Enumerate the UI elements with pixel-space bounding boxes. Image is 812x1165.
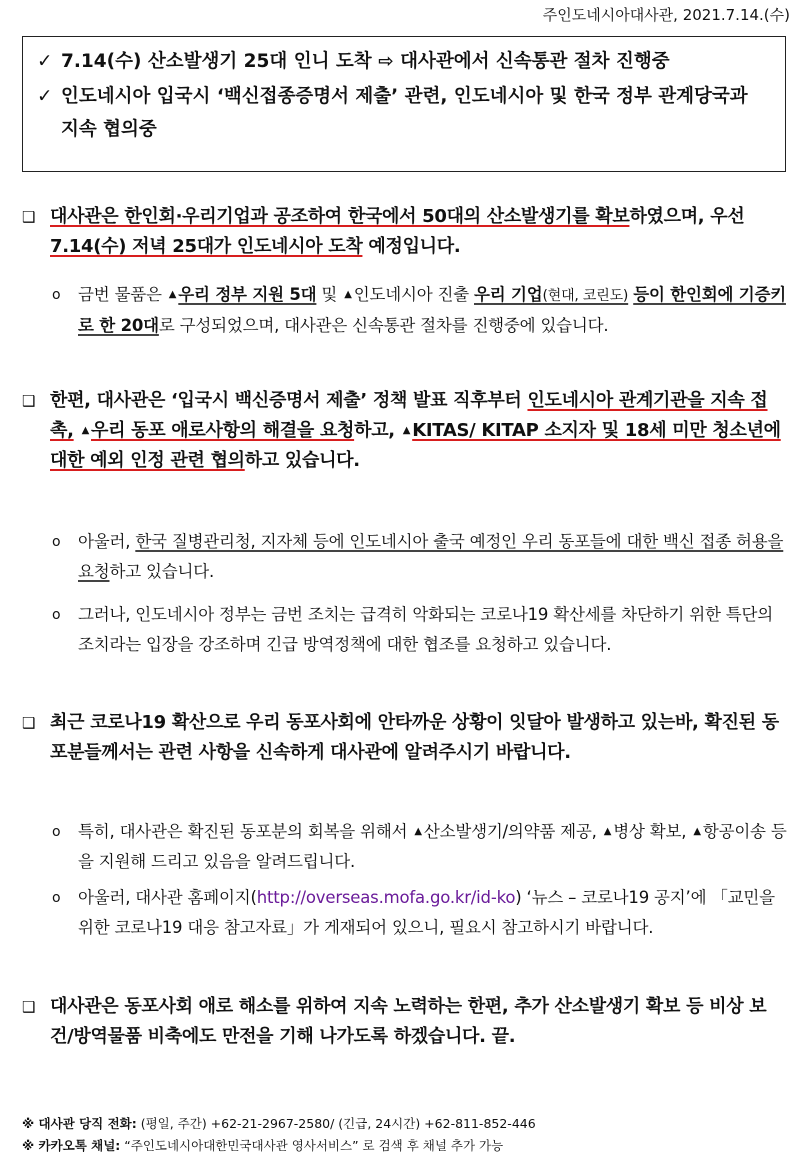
document-date: 주인도네시아대사관, 2021.7.14.(수) <box>542 6 790 24</box>
summary-text: 7.14(수) 산소발생기 25대 인니 도착 <box>61 51 372 72</box>
summary-box <box>22 36 786 172</box>
footer-label: ※ 대사관 당직 전화: <box>22 1116 137 1131</box>
summary-line-1 <box>37 45 771 78</box>
section-3-sub-2 <box>52 883 788 943</box>
footer-text: (평일, 주간) +62-21-2967-2580/ (긴급, 24시간) +62-811-852-446 <box>136 1116 536 1131</box>
section-1 <box>22 202 788 262</box>
square-bullet-icon: ❑ <box>22 208 36 226</box>
body-text: 항공이송 등을 지원해 드리고 있음을 알려드립니다. <box>78 822 787 871</box>
section-4 <box>22 992 788 1052</box>
highlight-text: 우리 동포 애로사항의 해결을 요청 <box>91 420 355 441</box>
circle-bullet-icon: ο <box>52 287 61 303</box>
highlight-text: 인도네시아 관계기관을 지속 접촉, <box>50 390 768 441</box>
body-text: 하고 있습니다. <box>244 450 360 471</box>
body-text: 금번 물품은 <box>78 285 167 304</box>
highlight-text: 한국 질병관리청, 지자체 등에 인도네시아 출국 예정인 우리 동포들에 대한 백신 접종 허용을 요청 <box>78 532 784 581</box>
summary-text: 인도네시아 입국시 ‘백신접종증명서 제출’ 관련, 인도네시아 및 한국 정부 관계당국과 지속 협의중 <box>61 86 748 140</box>
highlight-text: 등이 한인회에 기증키로 한 20대 <box>78 285 786 335</box>
body-text: 및 <box>316 285 343 304</box>
arrow-right-icon: ⇨ <box>378 51 394 72</box>
body-text: 하고, <box>354 420 401 441</box>
footer-text: “주인도네시아대한민국대사관 영사서비스” 로 검색 후 채널 추가 가능 <box>120 1138 504 1153</box>
footer-kakao-channel <box>22 1136 503 1154</box>
check-icon: ✓ <box>37 86 53 107</box>
highlight-text: 우리 정부 지원 5대 <box>178 285 317 304</box>
circle-bullet-icon: ο <box>52 824 61 840</box>
body-text: 한편, 대사관은 ‘입국시 백신증명서 제출’ 정책 발표 직후부터 <box>50 390 528 411</box>
triangle-icon: ▲ <box>414 826 422 837</box>
body-text: 최근 코로나19 확산으로 우리 동포사회에 안타까운 상황이 잇달아 발생하고 있는바, 확진된 동포분들께서는 관련 사항을 신속하게 대사관에 알려주시기 바랍니다. <box>50 712 779 763</box>
body-text: 산소발생기/의약품 제공, <box>423 822 602 841</box>
triangle-icon: ▲ <box>603 826 612 837</box>
section-3 <box>22 708 788 768</box>
body-text: 아울러, 대사관 홈페이지( <box>78 888 257 907</box>
body-text: 특히, 대사관은 확진된 동포분의 회복을 위해서 <box>78 822 413 841</box>
footer-duty-phone <box>22 1114 536 1132</box>
highlight-text: 우리 기업 <box>474 285 543 304</box>
body-text: ) ‘뉴스 – 코로나19 공지’에 「교민을 위한 코로나19 대응 참고자료」가 게재되어 있으니, 필요시 참고하시기 바랍니다. <box>78 888 775 937</box>
body-text: 인도네시아 진출 <box>353 285 474 304</box>
section-2 <box>22 386 788 476</box>
triangle-icon: ▲ <box>693 826 701 837</box>
body-text: 예정입니다. <box>362 236 461 257</box>
check-icon: ✓ <box>37 51 53 72</box>
section-3-sub-1 <box>52 817 788 877</box>
section-1-sub-1 <box>52 280 788 341</box>
section-2-sub-2 <box>52 600 788 660</box>
circle-bullet-icon: ο <box>52 890 61 906</box>
highlight-text: 7.14(수) 저녁 25대가 인도네시아 도착 <box>50 236 363 257</box>
body-text <box>74 420 80 441</box>
square-bullet-icon: ❑ <box>22 714 36 732</box>
body-text: 병상 확보, <box>613 822 692 841</box>
square-bullet-icon: ❑ <box>22 392 36 410</box>
homepage-link[interactable]: http://overseas.mofa.go.kr/id-ko <box>256 888 516 907</box>
body-text: 하고 있습니다. <box>109 562 215 581</box>
footer-label: ※ 카카오톡 채널: <box>22 1138 121 1153</box>
triangle-icon: ▲ <box>81 425 89 436</box>
body-text: 아울러, <box>78 532 136 551</box>
circle-bullet-icon: ο <box>52 534 61 550</box>
summary-line-2 <box>37 80 771 146</box>
square-bullet-icon: ❑ <box>22 998 36 1016</box>
circle-bullet-icon: ο <box>52 607 61 623</box>
highlight-text: KITAS/ KITAP 소지자 및 18세 미만 청소년에 대한 예외 인정 관련 협의 <box>50 420 781 471</box>
summary-text: 대사관에서 신속통관 절차 진행중 <box>400 51 670 72</box>
body-text: (현대, 코린도) <box>542 288 629 304</box>
highlight-text: 대사관은 한인회·우리기업과 공조하여 한국에서 50대의 산소발생기를 확보 <box>50 206 630 227</box>
section-2-sub-1 <box>52 527 788 587</box>
body-text: 로 구성되었으며, 대사관은 신속통관 절차를 진행중에 있습니다. <box>158 316 609 335</box>
triangle-icon: ▲ <box>402 425 411 436</box>
triangle-icon: ▲ <box>168 289 177 300</box>
body-text: 대사관은 동포사회 애로 해소를 위하여 지속 노력하는 한편, 추가 산소발생기 확보 등 비상 보건/방역물품 비축에도 만전을 기해 나가도록 하겠습니다. 끝. <box>50 996 767 1047</box>
body-text: 하였으며, 우선 <box>629 206 745 227</box>
triangle-icon: ▲ <box>344 289 352 300</box>
body-text: 그러나, 인도네시아 정부는 금번 조치는 급격히 악화되는 코로나19 확산세를 차단하기 위한 특단의 조치라는 입장을 강조하며 긴급 방역정책에 대한 협조를 요청하고 있습니다. <box>78 605 773 654</box>
